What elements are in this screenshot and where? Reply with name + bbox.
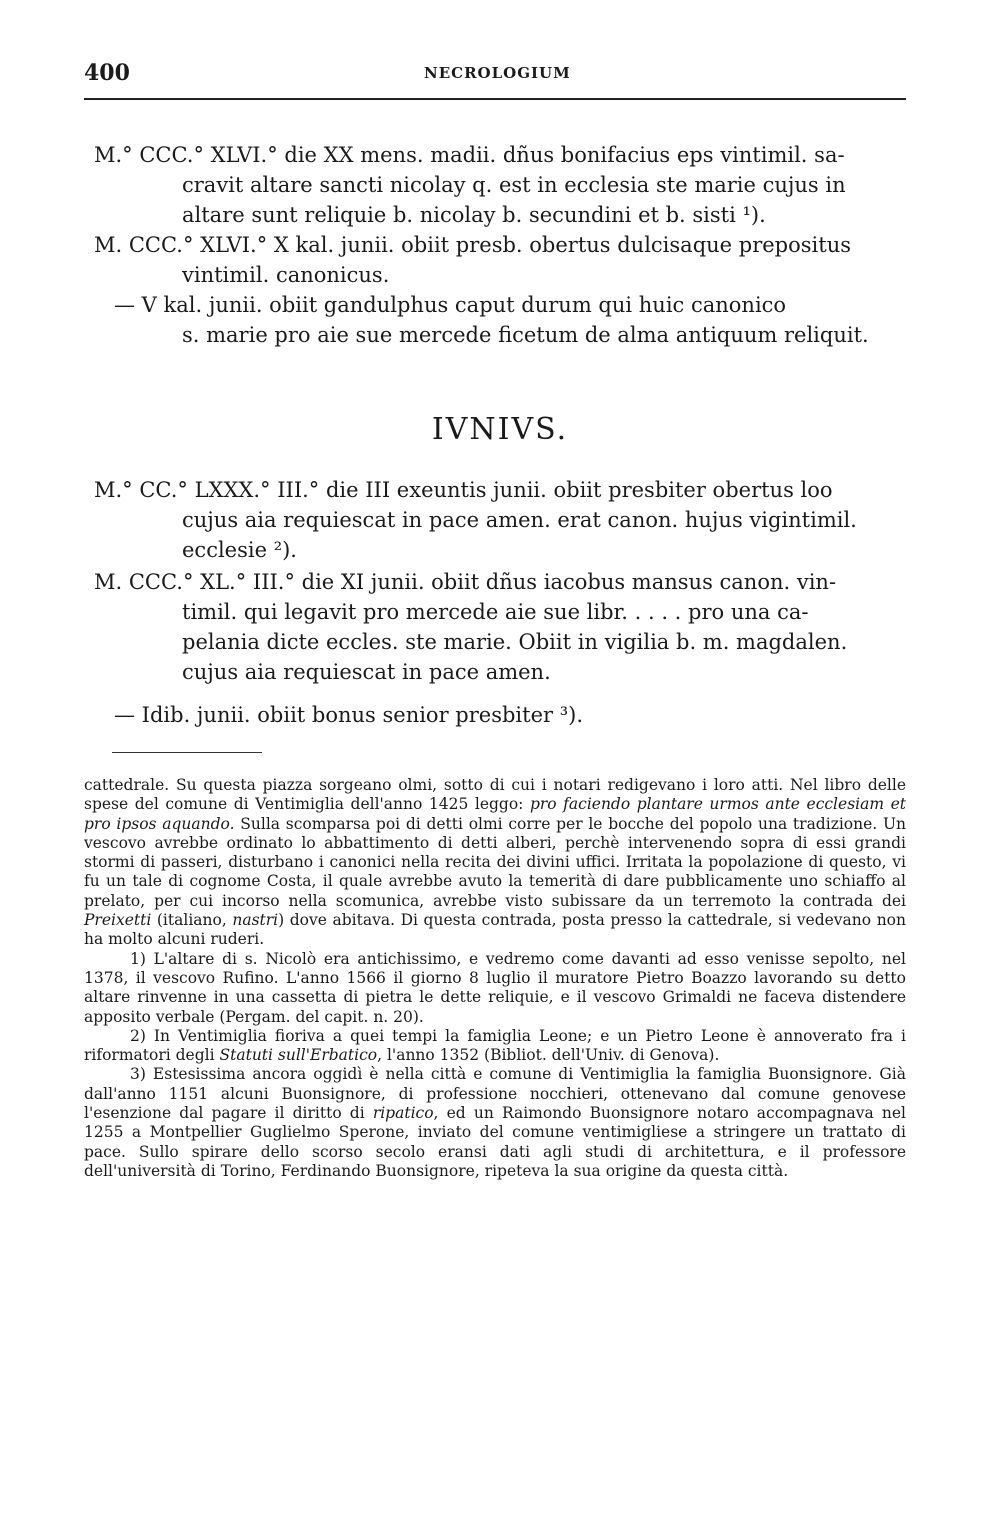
header-rule — [84, 98, 906, 100]
footnote-continuation: cattedrale. Su questa piazza sorgeano olmi, sotto di cui i notari redigevano i loro atti. Nel libro delle spese del comune di Ventimiglia dell'anno 1425 leggo: pro faciendo plantare urmos ante ecclesiam et pro ipsos aquando. Sulla scomparsa poi di detti olmi corre per le bocche del popolo una tradizione. Un vescovo avrebbe ordinato lo abbattimento di detti alberi, perchè intervenendo sopra di essi grandi stormi di passeri, disturbano i canonici nella recita dei divini uffici. Irritata la popolazione di questo, vi fu un tale di cognome Costa, il quale avrebbe avuto la temerità di dare pubblicamente uno schiaffo al prelato, per cui incorso nella scomunica, avrebbe visto subissare da un terremoto la contrada dei Preixetti (italiano, nastri) dove abitava. Di questa contrada, posta presso la cattedrale, si vedevano non ha molto alcuni ruderi. — [84, 776, 906, 949]
entry-bonifacius — [94, 140, 906, 230]
page-header — [84, 60, 906, 90]
entry-line: s. marie pro aie sue mercede ficetum de alma antiquum reliquit. — [182, 323, 869, 347]
entry-bonus-senior — [94, 700, 906, 730]
section-title: IVNIVS. — [431, 412, 569, 447]
page-number: 400 — [84, 60, 130, 86]
entry-line: vintimil. canonicus. — [182, 263, 390, 287]
entry-gandulphus — [94, 290, 906, 350]
entry-line: ecclesie ²). — [182, 538, 297, 562]
footnote-2: 2) In Ventimiglia fioriva a quei tempi la famiglia Leone; e un Pietro Leone è annoverato fra i riformatori degli Statuti sull'Erbatico, l'anno 1352 (Bibliot. dell'Univ. di Genova). — [84, 1026, 906, 1065]
footnote-3: 3) Estesissima ancora oggidì è nella città e comune di Ventimiglia la famiglia Buonsignore. Già dall'anno 1151 alcuni Buonsignore, di professione nocchieri, ottenevano dal comune genovese l'esenzione dal pagare il diritto di ripatico, ed un Raimondo Buonsignore notaro accompagnava nel 1255 a Montpellier Guglielmo Sperone, inviato del comune ventimigliese a stringere un trattato di pace. Sullo spirare dello scorso secolo eransi dati agli studi di architettura, e il professore dell'università di Torino, Ferdinando Buonsignore, ripeteva la sua origine da questa città. — [84, 1065, 906, 1180]
entry-line: altare sunt reliquie b. nicolay b. secundini et b. sisti ¹). — [182, 203, 766, 227]
footnote-1: 1) L'altare di s. Nicolò era antichissimo, e vedremo come davanti ad esso venisse sepolto, nel 1378, il vescovo Rufino. L'anno 1566 il giorno 8 luglio il muratore Pietro Boazzo lavorando su detto altare rinvenne in una cassetta di pietra le dette reliquie, e il vescovo Grimaldi ne faceva distendere apposito verbale (Pergam. del capit. n. 20). — [84, 949, 906, 1026]
entry-line: M.° CC.° LXXX.° III.° die III exeuntis junii. obiit presbiter obertus loo — [94, 478, 833, 502]
entry-line: cujus aia requiescat in pace amen. erat canon. hujus vigintimil. — [182, 508, 857, 532]
running-title: NECROLOGIUM — [424, 64, 571, 82]
entry-line: timil. qui legavit pro mercede aie sue libr. . . . . pro una ca- — [182, 600, 809, 624]
entry-line: — Idib. junii. obiit bonus senior presbiter ³). — [114, 703, 584, 727]
entry-line: cujus aia requiescat in pace amen. — [182, 660, 551, 684]
footnote-rule — [112, 752, 262, 753]
entry-line: M. CCC.° XLVI.° X kal. junii. obiit presb. obertus dulcisaque prepositus — [94, 233, 851, 257]
entry-iacobus-mansus — [94, 567, 906, 687]
entry-obertus-dulcisaque — [94, 230, 906, 290]
entry-line: M. CCC.° XL.° III.° die XI junii. obiit dñus iacobus mansus canon. vin- — [94, 570, 837, 594]
entry-line: cravit altare sancti nicolay q. est in ecclesia ste marie cujus in — [182, 173, 846, 197]
entry-line: M.° CCC.° XLVI.° die XX mens. madii. dñus bonifacius eps vintimil. sa- — [94, 143, 845, 167]
entry-line: — V kal. junii. obiit gandulphus caput durum qui huic canonico — [114, 293, 787, 317]
entry-line: pelania dicte eccles. ste marie. Obiit in vigilia b. m. magdalen. — [182, 630, 848, 654]
footnotes — [84, 776, 906, 1181]
entry-obertus-loo — [94, 475, 906, 565]
